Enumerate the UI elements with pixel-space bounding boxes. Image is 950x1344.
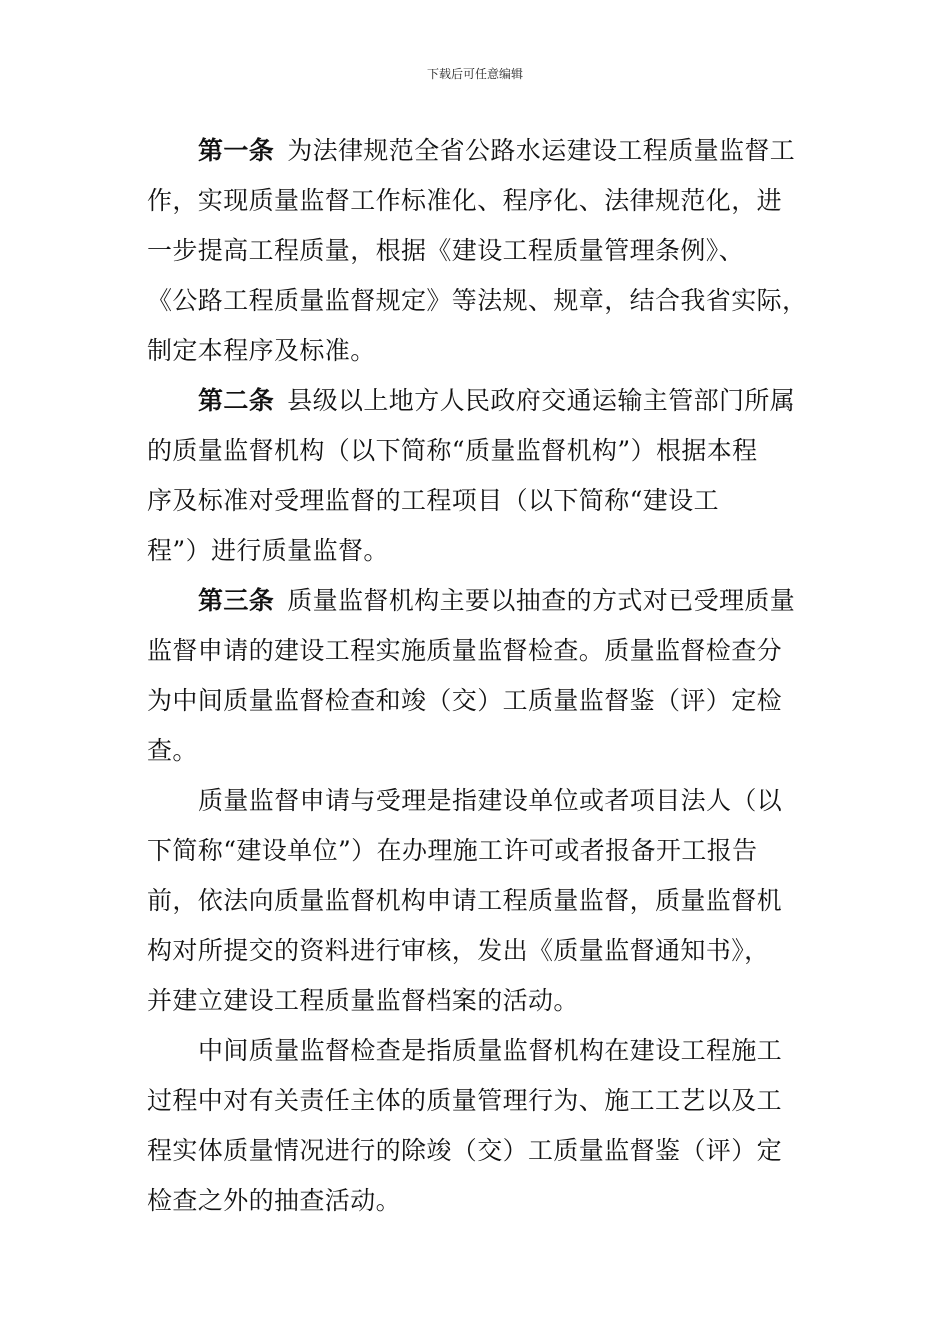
body-paragraph [147,1026,797,1226]
paragraph-line: 检查之外的抽查活动。 [147,1186,402,1215]
line-text: 质量监督机构主要以抽查的方式对已受理质量 [287,586,796,615]
paragraph-line: 中间质量监督检查是指质量监督机构在建设工程施工 [198,1036,783,1065]
paragraph-line [147,126,797,176]
paragraph-line: 为中间质量监督检查和竣（交）工质量监督鉴（评）定检 [147,686,783,715]
page-header-note: 下载后可任意编辑 [426,67,523,81]
article-number: 第一条 [198,136,275,165]
article-paragraph [147,576,797,776]
paragraph-line: 过程中对有关责任主体的质量管理行为、施工工艺以及工 [147,1086,783,1115]
paragraph-line: 程”）进行质量监督。 [147,536,389,565]
body-paragraph [147,776,797,1026]
paragraph-line: 的质量监督机构（以下简称“质量监督机构”）根据本程 [147,436,758,465]
document-body [147,126,808,1226]
paragraph-line: 下简称“建设单位”）在办理施工许可或者报备开工报告 [147,836,758,865]
paragraph-line: 查。 [147,736,198,765]
paragraph-line [147,576,797,626]
paragraph-line: 前，依法向质量监督机构申请工程质量监督，质量监督机 [147,886,783,915]
paragraph-line: 监督申请的建设工程实施质量监督检查。质量监督检查分 [147,636,783,665]
article-paragraph [147,376,797,576]
article-paragraph [147,126,808,376]
line-text: 县级以上地方人民政府交通运输主管部门所属 [287,386,796,415]
article-number: 第三条 [198,586,275,615]
paragraph-line: 一步提高工程质量，根据《建设工程质量管理条例》、 [147,236,745,265]
paragraph-line: 并建立建设工程质量监督档案的活动。 [147,986,579,1015]
line-text: 为法律规范全省公路水运建设工程质量监督工 [287,136,796,165]
paragraph-line: 制定本程序及标准。 [147,336,376,365]
paragraph-line: 序及标准对受理监督的工程项目（以下简称“建设工 [147,486,719,515]
paragraph-line: 程实体质量情况进行的除竣（交）工质量监督鉴（评）定 [147,1136,783,1165]
paragraph-line: 质量监督申请与受理是指建设单位或者项目法人（以 [198,786,783,815]
paragraph-line: 作，实现质量监督工作标准化、程序化、法律规范化，进 [147,186,783,215]
paragraph-line [147,376,797,426]
paragraph-line: 构对所提交的资料进行审核，发出《质量监督通知书》， [147,936,770,965]
paragraph-line: 《公路工程质量监督规定》等法规、规章，结合我省实际， [147,286,808,315]
article-number: 第二条 [198,386,275,415]
